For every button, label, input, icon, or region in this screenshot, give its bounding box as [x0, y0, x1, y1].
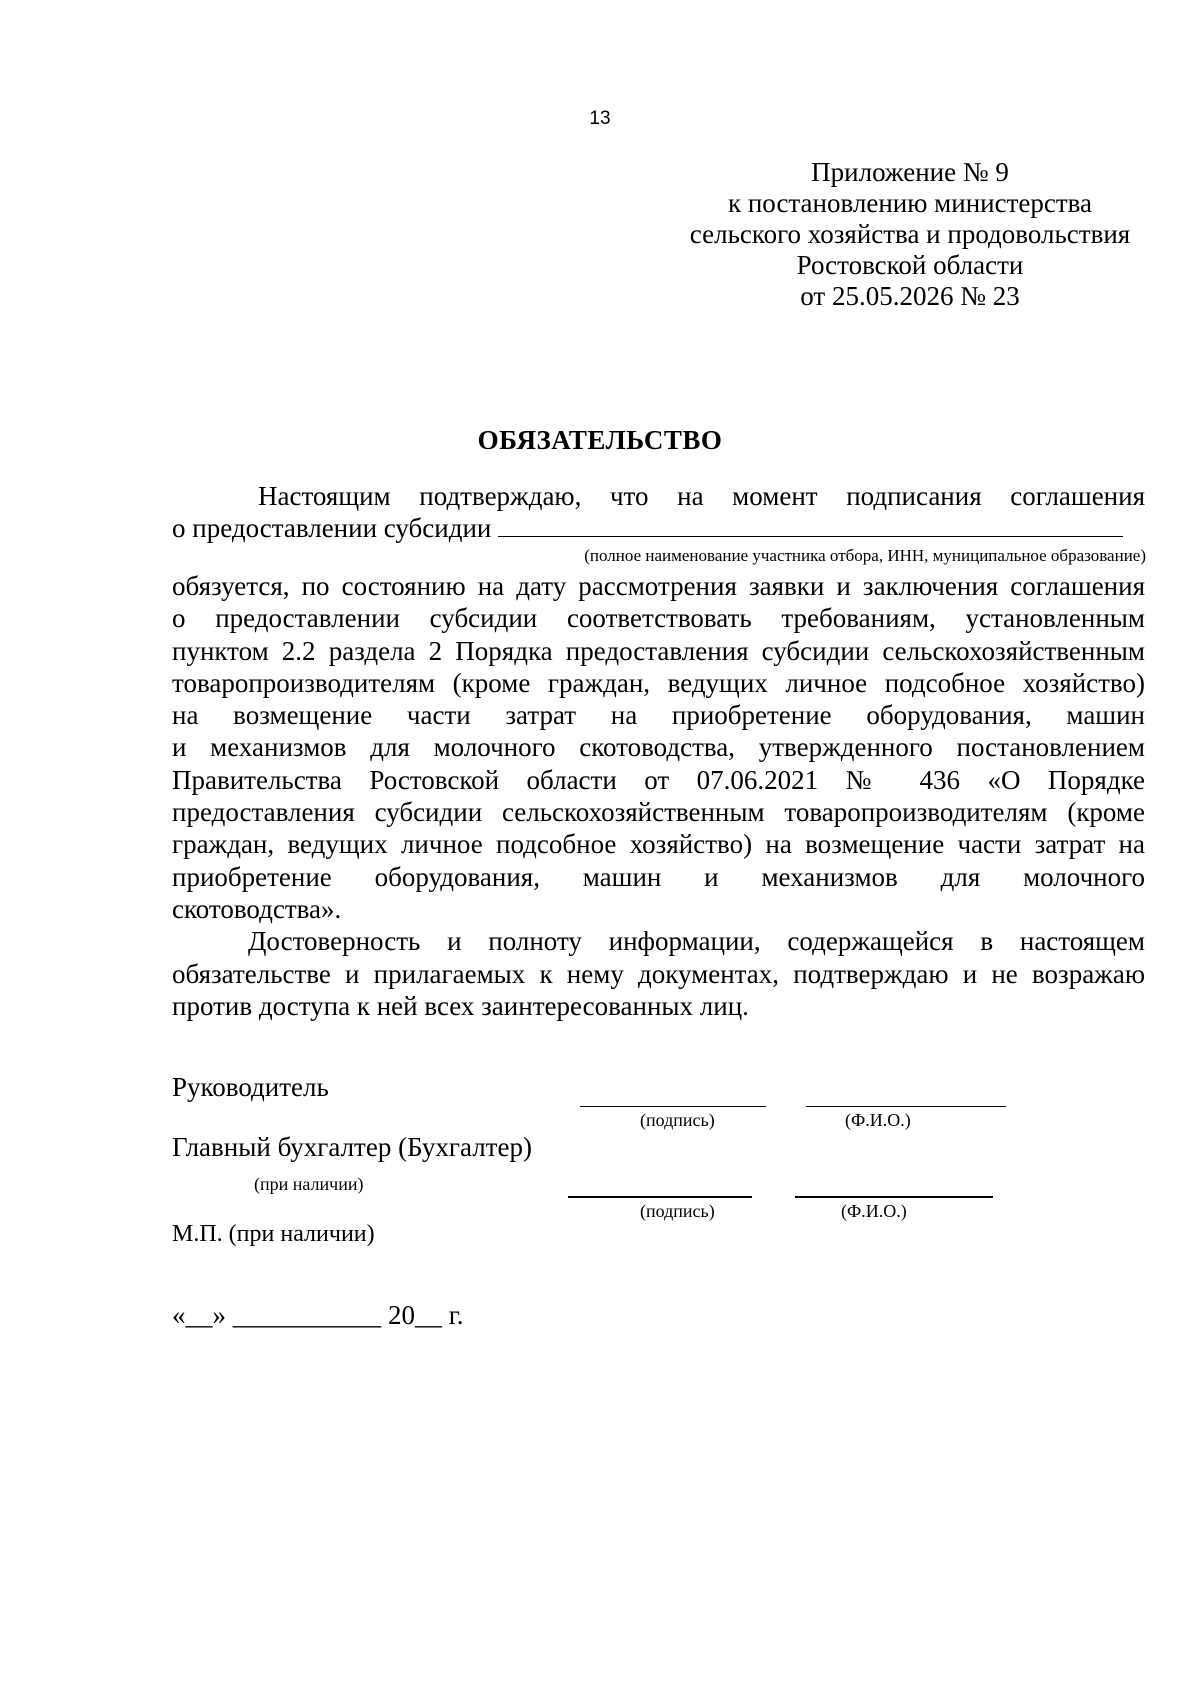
paragraph-1-intro: [172, 480, 1145, 545]
paragraph-line: приобретение оборудования, машин и механизмов для молочного: [172, 861, 1145, 892]
paragraph-line: граждан, ведущих личное подсобное хозяйство) на возмещение части затрат на: [172, 829, 1145, 860]
accountant-name-caption: (Ф.И.О.): [841, 1201, 907, 1221]
head-name-caption: (Ф.И.О.): [845, 1110, 911, 1130]
appendix-line: Приложение № 9: [811, 157, 1009, 187]
recipient-name-blank: [498, 512, 1123, 537]
paragraph-line: Правительства Ростовской области от 07.06.2021 № 436 «О Порядке: [172, 764, 1145, 795]
accountant-signature-caption: (подпись): [640, 1201, 715, 1221]
stamp-label: М.П. (при наличии): [172, 1221, 375, 1247]
head-signature-caption: (подпись): [640, 1110, 715, 1130]
accountant-label: Главный бухгалтер (Бухгалтер): [172, 1132, 532, 1162]
accountant-note: (при наличии): [254, 1174, 364, 1194]
paragraph-line: о предоставлении субсидии: [172, 513, 492, 544]
paragraph-line: на возмещение части затрат на приобретение оборудования, машин: [172, 700, 1145, 731]
paragraph-line: против доступа к ней всех заинтересованных лиц.: [172, 990, 749, 1021]
paragraph-line: о предоставлении субсидии соответствовать требованиям, установленным: [172, 603, 1145, 634]
head-signature-line: [580, 1106, 766, 1107]
head-label: Руководитель: [172, 1072, 329, 1102]
subsidy-recipient-line: [172, 512, 1145, 544]
paragraph-line: обязуется, по состоянию на дату рассмотрения заявки и заключения соглашения: [172, 571, 1145, 601]
appendix-line: сельского хозяйства и продовольствия: [689, 219, 1131, 249]
paragraph-line: товаропроизводителям (кроме граждан, ведущих личное подсобное хозяйство): [172, 667, 1145, 698]
appendix-line: от 25.05.2026 № 23: [800, 281, 1020, 311]
paragraph-line: скотоводства».: [172, 893, 342, 924]
document-title: ОБЯЗАТЕЛЬСТВО: [477, 425, 723, 455]
page-number: 13: [589, 108, 611, 129]
accountant-signature-line: [568, 1196, 752, 1198]
appendix-line: к постановлению министерства: [727, 188, 1093, 218]
paragraph-line: обязательстве и прилагаемых к нему документах, подтверждаю и не возражаю: [172, 958, 1145, 989]
date-line: «__» ___________ 20__ г.: [172, 1300, 464, 1330]
paragraph-line: предоставления субсидии сельскохозяйственным товаропроизводителям (кроме: [172, 797, 1145, 828]
accountant-name-line: [795, 1196, 993, 1198]
paragraph-line: Настоящим подтверждаю, что на момент подписания соглашения: [258, 481, 1145, 511]
paragraph-line: Достоверность и полноту информации, содержащейся в настоящем: [248, 926, 1145, 957]
paragraph-line: пунктом 2.2 раздела 2 Порядка предоставления субсидии сельскохозяйственным: [172, 635, 1145, 666]
recipient-blank-caption: (полное наименование участника отбора, ИНН, муниципальное образование): [584, 546, 1146, 565]
appendix-header: [600, 157, 1200, 312]
paragraph-1-body: [172, 570, 1145, 1022]
paragraph-line: и механизмов для молочного скотоводства, утвержденного постановлением: [172, 732, 1145, 763]
head-name-line: [806, 1106, 1006, 1107]
appendix-line: Ростовской области: [796, 250, 1024, 280]
